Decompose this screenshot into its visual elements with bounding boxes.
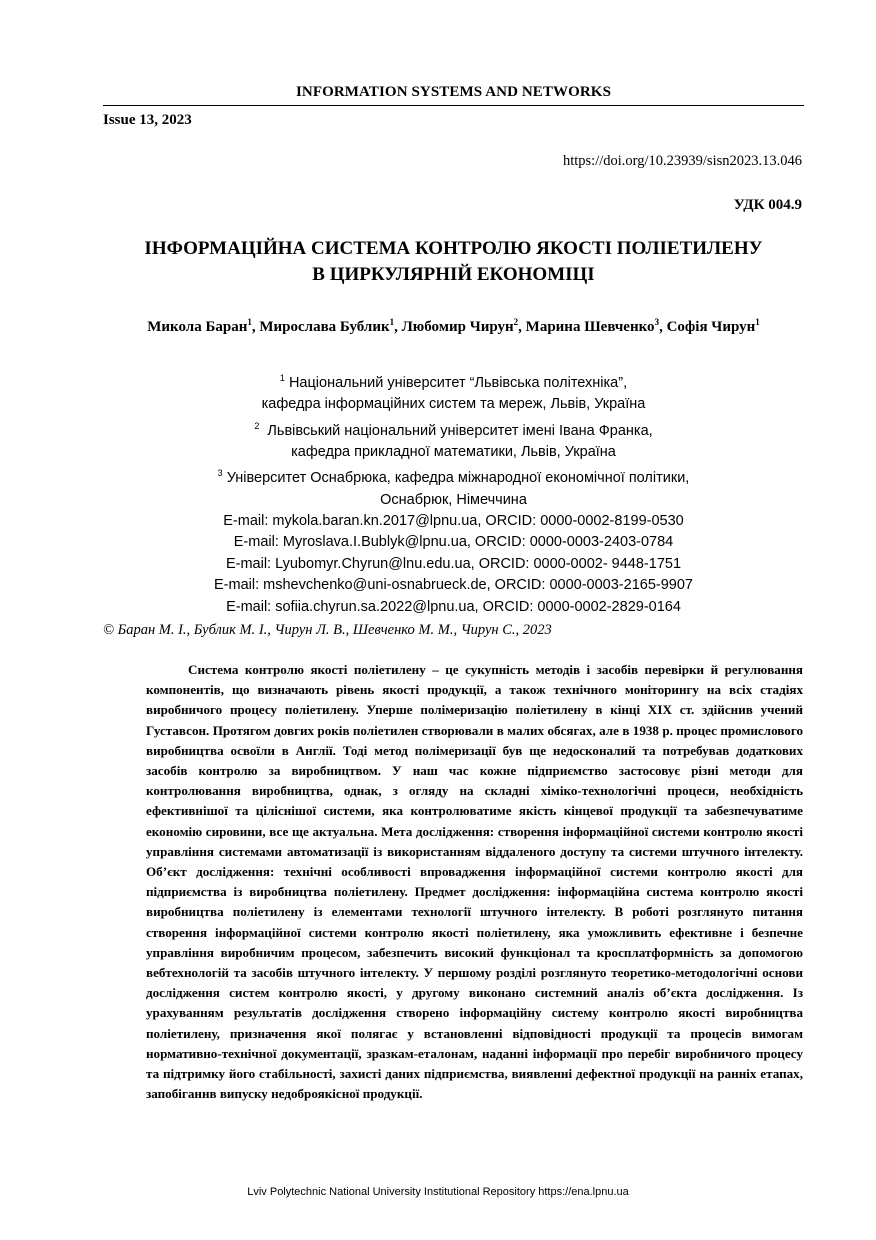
affiliation-mark: 2 [254,420,260,431]
author-separator: , [659,319,667,335]
author-affiliation-mark: 1 [389,317,395,327]
issue-number: Issue 13, 2023 [103,112,192,128]
author-name: Мирослава Бублик [259,319,390,335]
affiliation-2-line-1 [103,416,804,442]
author-affiliation-mark: 1 [755,317,760,327]
title-line-1: ІНФОРМАЦІЙНА СИСТЕМА КОНТРОЛЮ ЯКОСТІ ПОЛІЕТИЛЕНУ [144,238,763,259]
affiliation-text: Університет Оснабрюка, кафедра міжнародної економічної політики, [226,470,690,487]
author-name: Микола Баран [147,319,248,335]
author-affiliation-mark: 2 [513,317,519,327]
affiliation-3-line-1 [103,463,804,489]
affiliation-mark: 1 [279,373,285,383]
affiliation-text: Львівський національний університет імені Івана Франка, [267,422,653,439]
author-name: Любомир Чирун [401,319,514,335]
author-name: Марина Шевченко [525,319,655,335]
affiliation-text: Національний університет “Львівська політехніка”, [288,374,628,391]
affiliation-2-line-2: кафедра прикладної математики, Львів, Україна [291,443,616,460]
doi-link[interactable]: https://doi.org/10.23939/sisn2023.13.046 [562,153,802,169]
header-rule [103,105,804,106]
author-name: Софія Чирун [666,319,756,335]
affiliation-1-line-2: кафедра інформаційних систем та мереж, Львів, Україна [261,396,646,413]
email-orcid-line[interactable]: E-mail: sofiia.chyrun.sa.2022@lpnu.ua, ORCID: 0000-0002-2829-0164 [226,598,681,615]
author-separator: , [394,319,402,335]
affiliations-block [103,368,804,618]
author-affiliation-mark: 3 [654,317,660,327]
journal-name: INFORMATION SYSTEMS AND NETWORKS [295,84,612,100]
author-separator: , [251,319,260,335]
title-line-2: В ЦИРКУЛЯРНІЙ ЕКОНОМІЦІ [312,264,595,285]
email-orcid-line[interactable]: E-mail: Lyubomyr.Chyrun@lnu.edu.ua, ORCID: 0000-0002- 9448-1751 [225,555,682,572]
affiliation-mark: 3 [217,468,223,479]
paper-title [103,236,804,288]
author-affiliation-mark: 1 [247,317,252,327]
udk-code: УДК 004.9 [733,197,802,213]
abstract-text: Система контролю якості поліетилену – це сукупність методів і засобів перевірки й регулювання компонентів, що визначають рівень якості продукції, а також технічного моніторингу на всіх стадіях виробничого процесу поліетилену. Уперше полімеризацію поліетилену в кінці XIX ст. здійснив учений Густавсон. Протягом довгих років поліетилен створювали в малих обсягах, але в 1938 р. процес промислового виробництва освоїли в Англії. Тоді метод полімеризації був ще недосконалий та потребував додаткових засобів контролю за виробництвом. У наш час кожне підприємство застосовує різні методи для контролювання виробництва, однак, з огляду на складні хіміко-технологічні процеси, необхідність ефективнішої та ціліснішої системи, яка контролюватиме якість кінцевої продукції та забезпечуватиме економію сировини, все ще актуальна. Мета дослідження: створення інформаційної системи контролю якості управління системами автоматизації із використанням віддаленого доступу та системи штучного інтелекту. Об’єкт дослідження: технічні особливості впровадження інформаційної системи контролю якості для підприємства із виробництва поліетилену. Предмет дослідження: інформаційна система контролю якості виробництва поліетилену із елементами технології штучного інтелекту. В роботі розглянуто питання створення інформаційної системи контролю якості поліетилену, яка уможливить ефективне і безпечне управління виробничим процесом, забезпечить високий функціонал та кросплатформність за допомогою вебтехнологій та засобів штучного інтелекту. У першому розділі розглянуто теоретико-методологічні основи дослідження систем контролю якості, у другому виконано системний аналіз об’єкта дослідження. Із урахуванням результатів дослідження створено інформаційну систему контролю якості виробництва поліетилену, призначення якої полягає у встановленні відповідності продукції та процесів вимогам нормативно-технічної документації, зразкам-еталонам, наданні інформації про перебіг виробничого процесу та підтримку його стабільності, захисті даних підприємства, виявленні дефектної продукції на ранніх етапах, запобіганнв випуску недоброякісної продукції. [146,662,803,1102]
affiliation-3-line-2: Оснабрюк, Німеччина [380,491,527,508]
email-orcid-line[interactable]: E-mail: mykola.baran.kn.2017@lpnu.ua, ORCID: 0000-0002-8199-0530 [223,512,684,529]
copyright-line: © Баран М. І., Бублик М. І., Чирун Л. В., Шевченко М. М., Чирун С., 2023 [103,622,552,638]
email-orcid-line[interactable]: E-mail: mshevchenko@uni-osnabrueck.de, ORCID: 0000-0003-2165-9907 [214,577,693,594]
email-orcid-line[interactable]: E-mail: Myroslava.I.Bublyk@lpnu.ua, ORCID: 0000-0003-2403-0784 [233,534,674,551]
author-list [103,317,804,336]
affiliation-1-line-1 [103,368,804,394]
repository-footer[interactable]: Lviv Polytechnic National University Institutional Repository https://ena.lpnu.ua [247,1186,629,1198]
author-separator: , [518,319,526,335]
